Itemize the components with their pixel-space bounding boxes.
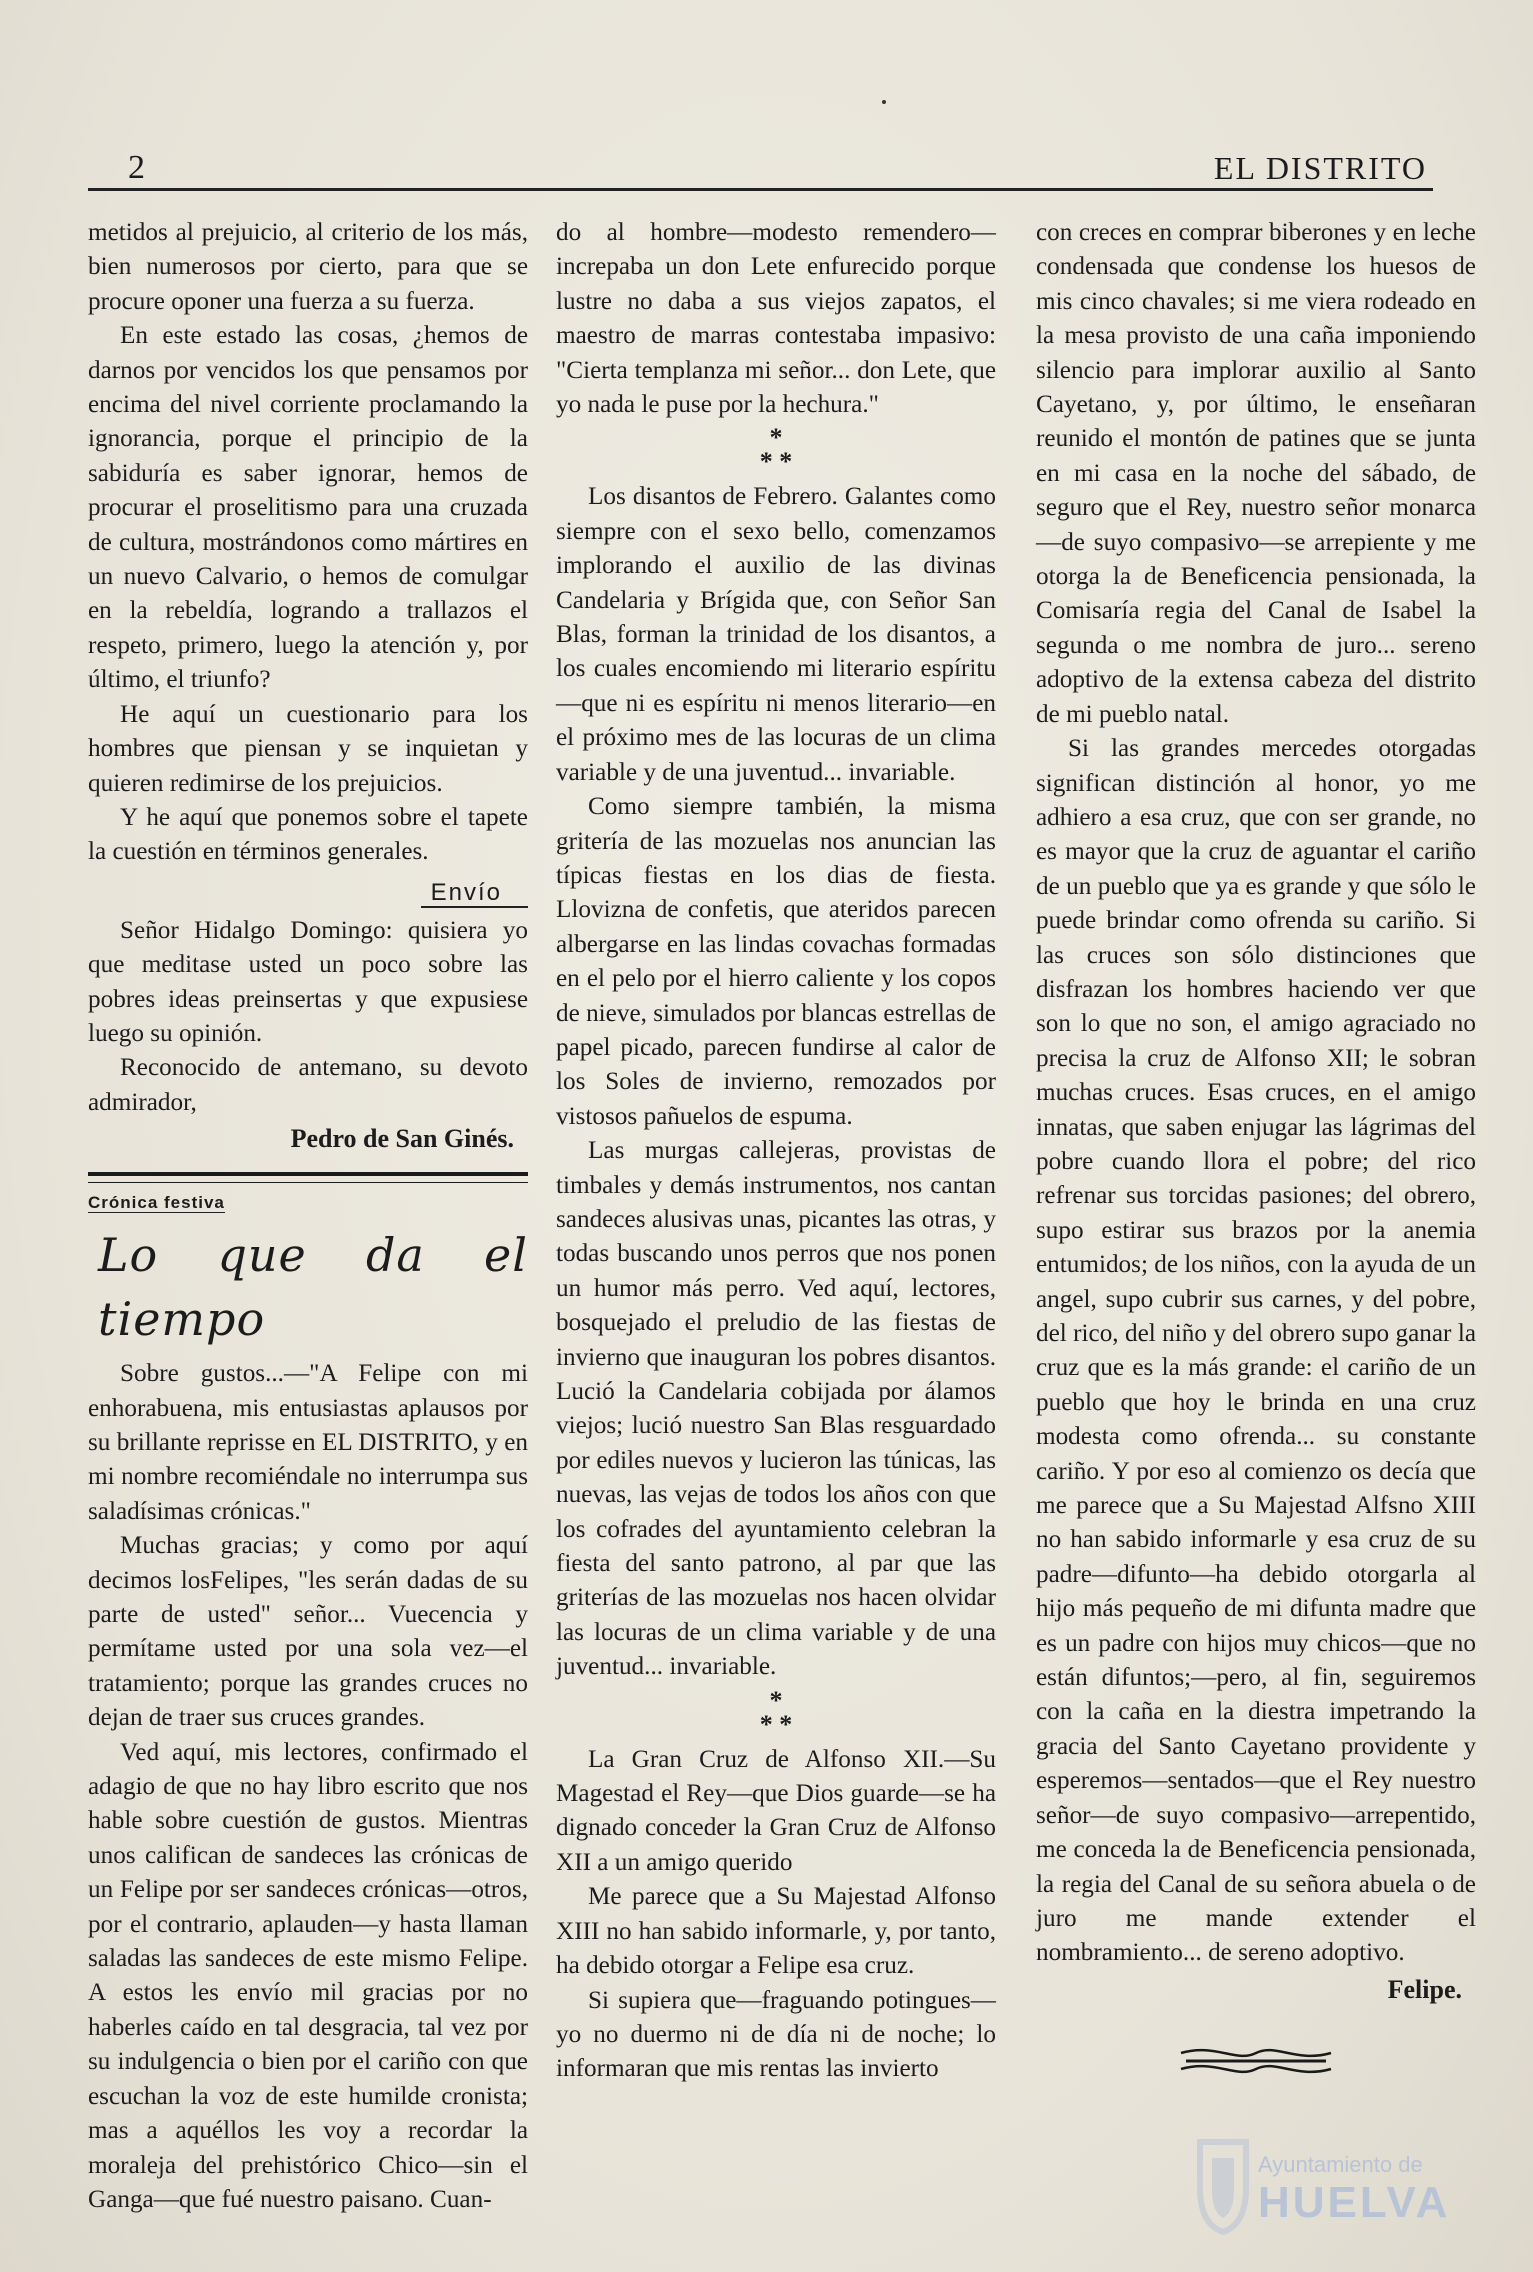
envio-label: Envío (421, 879, 528, 908)
author-signature: Felipe. (1387, 1974, 1462, 2004)
paragraph: Reconocido de antemano, su devoto admirador, (88, 1054, 528, 1116)
asterism-top: * (769, 423, 783, 453)
paragraph: metidos al prejuicio, al criterio de los más, bien numerosos por cierto, para que se procure oponer una fuerza a su fuerza. (88, 219, 528, 315)
section-label (88, 1191, 528, 1215)
watermark-line-2: HUELVA (1258, 2178, 1451, 2227)
paragraph: Y he aquí que ponemos sobre el tapete la cuestión en términos generales. (88, 803, 528, 866)
asterism-bottom: * * (759, 1709, 793, 1739)
column-2 (556, 216, 996, 2087)
paragraph: En este estado las cosas, ¿hemos de darnos por vencidos los que pensamos por encima del nivel corriente proclamando la ignorancia, porque el principio de la sabiduría es saber ignorar, hemos de procurar el proselitismo para una cruzada de cultura, mostrándonos como mártires en un nuevo Calvario, o hemos de comulgar en la rebeldía, logrando a trallazos el respeto, primero, luego la atención y, por último, el triunfo? (88, 322, 528, 694)
paragraph: Como siempre también, la misma gritería de las mozuelas nos anuncian las típicas fiestas en los dias de fiesta. Llovizna de confetis, que ateridos parecen albergarse en las lindas covachas formadas en el pelo por el hierro caliente y los copos de nieve, simulados por blancas estrellas de papel picado, parecen fundirse al calor de los Soles de invierno, remozados por vistosos pañuelos de espuma. (556, 793, 996, 1130)
page-number: 2 (128, 149, 145, 186)
paragraph: Si las grandes mercedes otorgadas significan distinción al honor, yo me adhiero a esa cruz, que con ser grande, no es mayor que la cruz de aguantar el cariño de un pueblo que ya es grande y que sólo le puede brindar como ofrenda su cariño. Si las cruces son sólo distinciones que disfrazan los hombres haciendo ver que son lo que no son, el amigo agraciado no precisa la cruz de Alfonso XII; le sobran muchas cruces. Esas cruces, en el amigo innatas, que saben enjugar las lágrimas del pobre cuando llora el pobre; del rico refrenar sus torcidas pasiones; del obrero, supo estirar sus brazos por la anemia entumidos; de los niños, con la ayuda de un angel, supo cubrir sus carnes, y del pobre, del rico, del niño y del obrero supo ganar la cruz que es la más grande: el cariño de un pueblo que hoy le brinda en una cruz modesta como ofrenda... su constante cariño. Y por eso al comienzo os decía que me parece que a Su Majestad Alfsno XIII no han sabido informarle y esa cruz de su padre—difunto—ha debido otorgarla al hijo más pequeño de mi difunta madre que es un padre con hijos muy chicos—que no están difuntos;—pero, al fin, seguiremos con la caña en la diestra impetrando la gracia del Santo Cayetano providente y esperemos—sentados—que el Rey nuestro señor—de suyo compasivo—arrepentido, me conceda la de Beneficencia pensionada, la regia del Canal de su señora abuela o de juro me mande extender el nombramiento... de sereno adoptivo. (1036, 735, 1477, 1967)
end-ornament-icon (1036, 2039, 1476, 2089)
column-1 (88, 216, 528, 2217)
section-label-text: Crónica festiva (88, 1193, 225, 1213)
paragraph: do al hombre—modesto remendero—increpaba un don Lete enfurecido porque lustre no daba a sus viejos zapatos, el maestro de marras contestaba impasivo: "Cierta templanza mi señor... don Lete, que yo nada le puse por la hechura." (556, 219, 996, 419)
newspaper-title: EL DISTRITO (1213, 150, 1427, 186)
paragraph: Ved aquí, mis lectores, confirmado el adagio de que no hay libro escrito que nos hable sobre cuestión de gustos. Mientras unos califican de sandeces las crónicas de un Felipe por ser sandeces crónicas—otros, por el contrario, aplauden—y hasta llaman saladas las sandeces de este mismo Felipe. A estos les envío mil gracias por no haberles caído en tal desgracia, tal vez por su indulgencia o bien por el cariño con que escuchan la voz de este humilde cronista; mas a aquéllos les voy a recordar la moraleja del prehistórico Chico—sin el Ganga—que fué nuestro paisano. Cuan- (88, 1738, 528, 2213)
watermark-line-1: Ayuntamiento de (1258, 2152, 1423, 2177)
paragraph: Si supiera que—fraguando potingues—yo no duermo ni de día ni de noche; lo informaran que mis rentas las invierto (556, 1986, 996, 2083)
paragraph: Me parece que a Su Majestad Alfonso XIII no han sabido informarle, y, por tanto, ha debido otorgar a Felipe esa cruz. (556, 1883, 996, 1980)
ink-speck (882, 100, 886, 104)
article-headline: Lo que da el tiempo (98, 1228, 528, 1347)
paragraph: La Gran Cruz de Alfonso XII.—Su Magestad el Rey—que Dios guarde—se ha dignado conceder la Gran Cruz de Alfonso XII a un amigo querido (556, 1745, 996, 1876)
asterism-top: * (769, 1685, 783, 1715)
paragraph: Señor Hidalgo Domingo: quisiera yo que meditase usted un poco sobre las pobres ideas preinsertas y que expusiese luego su opinión. (88, 916, 528, 1047)
page-header (88, 148, 1433, 191)
asterism-separator (556, 1685, 996, 1739)
paragraph: Las murgas callejeras, provistas de timbales y demás instrumentos, nos cantan sandeces alusivas unas, picantes las otras, y todas buscando unos perros que nos ponen un humor más perro. Ved aquí, lectores, bosquejado el preludio de las fiestas de invierno que inauguran los pobres disantos. Lució la Candelaria cobijada por álamos viejos; lució nuestro San Blas resguardado por ediles nuevos y lucieron las túnicas, las nuevas, las vejas de todos los años con que los cofrades del ayuntamiento celebran la fiesta del santo patrono, al par que las griterías de las mozuelas nos hacen olvidar las locuras de un clima variable y de una juventud... invariable. (556, 1137, 996, 1681)
paragraph: He aquí un cuestionario para los hombres que piensan y se inquietan y quieren redimirse de los prejuicios. (88, 700, 528, 797)
paragraph: Los disantos de Febrero. Galantes como siempre con el sexo bello, comenzamos implorando el auxilio de las divinas Candelaria y Brígida que, con Señor San Blas, forman la trinidad de los disantos, a los cuales encomiendo mi literario espíritu—que ni es espíritu ni menos literario—en el próximo mes de las locuras de un clima variable y de una juventud... invariable. (556, 483, 996, 786)
asterism-bottom: * * (759, 447, 793, 477)
asterism-separator (556, 423, 996, 477)
paragraph: Muchas gracias; y como por aquí decimos losFelipes, "les serán dadas de su parte de usted" señor... Vuecencia y permítame usted por una sola vez—el tratamiento; porque las grandes cruces no dejan de traer sus cruces grandes. (88, 1532, 528, 1732)
section-divider (88, 1172, 528, 1183)
paragraph: con creces en comprar biberones y en leche condensada que condense los huesos de mis cinco chavales; si me viera rodeado en la mesa provisto de una caña imponiendo silencio para implorar auxilio al Santo Cayetano, y, por último, le enseñaran reunido el montón de patines que se junta en mi casa en la noche del sábado, de seguro que el Rey, nuestro señor monarca—de suyo compasivo—se arrepiente y me otorga la de Beneficencia pensionada, la Comisaría regia del Canal de Isabel la segunda o me nombra de juro... sereno adoptivo de la extensa cabeza del distrito de mi pueblo natal. (1036, 219, 1476, 728)
paragraph: Sobre gustos...—"A Felipe con mi enhorabuena, mis entusiastas aplausos por su brillante reprisse en EL DISTRITO, y en mi nombre recomiéndale no interrumpa sus saladísimas crónicas." (88, 1360, 528, 1525)
column-3 (1036, 216, 1476, 2089)
envio-heading (88, 876, 528, 910)
author-signature: Pedro de San Ginés. (290, 1124, 514, 1154)
